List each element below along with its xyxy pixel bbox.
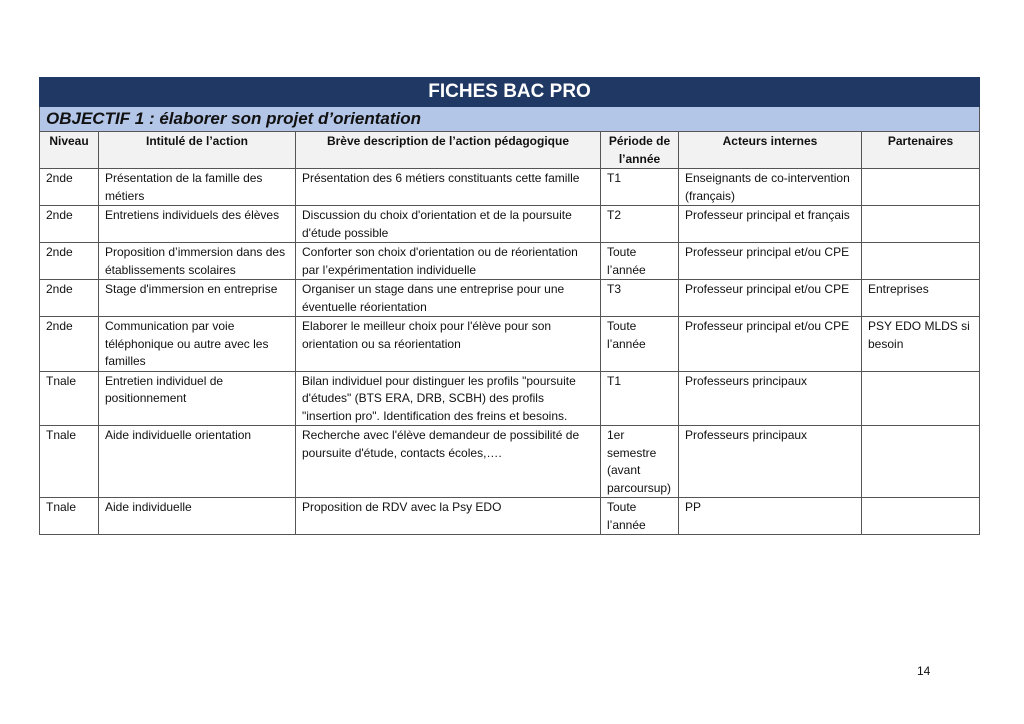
cell-partenaires — [862, 169, 980, 206]
cell-description: Présentation des 6 métiers constituants cette famille — [296, 169, 601, 206]
cell-acteurs: Professeur principal et/ou CPE — [679, 317, 862, 372]
title-row — [40, 78, 980, 107]
fiche-table-container — [39, 77, 979, 535]
header-niveau: Niveau — [40, 132, 99, 169]
cell-partenaires — [862, 498, 980, 535]
cell-niveau: 2nde — [40, 317, 99, 372]
cell-niveau: Tnale — [40, 498, 99, 535]
cell-niveau: 2nde — [40, 169, 99, 206]
table-row — [40, 498, 980, 535]
cell-niveau: 2nde — [40, 280, 99, 317]
cell-periode: T3 — [601, 280, 679, 317]
header-acteurs: Acteurs internes — [679, 132, 862, 169]
cell-acteurs: Professeur principal et français — [679, 206, 862, 243]
cell-description: Organiser un stage dans une entreprise pour une éventuelle réorientation — [296, 280, 601, 317]
header-intitule: Intitulé de l’action — [99, 132, 296, 169]
cell-niveau: 2nde — [40, 206, 99, 243]
cell-acteurs: PP — [679, 498, 862, 535]
cell-periode: T1 — [601, 371, 679, 426]
page-number: 14 — [917, 664, 931, 678]
cell-intitule: Aide individuelle orientation — [99, 426, 296, 498]
header-periode: Période de l’année — [601, 132, 679, 169]
table-row — [40, 243, 980, 280]
table-row — [40, 371, 980, 426]
cell-partenaires: Entreprises — [862, 280, 980, 317]
cell-intitule: Entretien individuel de positionnement — [99, 371, 296, 426]
cell-acteurs: Enseignants de co-intervention (français) — [679, 169, 862, 206]
cell-partenaires — [862, 371, 980, 426]
cell-partenaires — [862, 243, 980, 280]
cell-description: Bilan individuel pour distinguer les profils "poursuite d'études" (BTS ERA, DRB, SCBH) des profils "insertion pro". Identification des freins et besoins. — [296, 371, 601, 426]
cell-periode: Toute l’année — [601, 498, 679, 535]
cell-intitule: Aide individuelle — [99, 498, 296, 535]
header-partenaires: Partenaires — [862, 132, 980, 169]
cell-acteurs: Professeurs principaux — [679, 426, 862, 498]
cell-intitule: Stage d'immersion en entreprise — [99, 280, 296, 317]
cell-description: Proposition de RDV avec la Psy EDO — [296, 498, 601, 535]
cell-periode: Toute l’année — [601, 243, 679, 280]
cell-description: Recherche avec l'élève demandeur de possibilité de poursuite d'étude, contacts écoles,…. — [296, 426, 601, 498]
cell-intitule: Entretiens individuels des élèves — [99, 206, 296, 243]
cell-intitule: Proposition d’immersion dans des établissements scolaires — [99, 243, 296, 280]
cell-periode: T2 — [601, 206, 679, 243]
cell-niveau: Tnale — [40, 371, 99, 426]
header-description: Brève description de l’action pédagogique — [296, 132, 601, 169]
cell-niveau: Tnale — [40, 426, 99, 498]
document-title: FICHES BAC PRO — [40, 78, 980, 107]
cell-intitule: Présentation de la famille des métiers — [99, 169, 296, 206]
cell-intitule: Communication par voie téléphonique ou autre avec les familles — [99, 317, 296, 372]
cell-niveau: 2nde — [40, 243, 99, 280]
cell-description: Discussion du choix d'orientation et de la poursuite d'étude possible — [296, 206, 601, 243]
fiche-table — [39, 77, 980, 535]
cell-acteurs: Professeur principal et/ou CPE — [679, 280, 862, 317]
cell-partenaires: PSY EDO MLDS si besoin — [862, 317, 980, 372]
table-row — [40, 169, 980, 206]
cell-acteurs: Professeurs principaux — [679, 371, 862, 426]
cell-description: Conforter son choix d'orientation ou de réorientation par l’expérimentation individuelle — [296, 243, 601, 280]
cell-periode: T1 — [601, 169, 679, 206]
cell-acteurs: Professeur principal et/ou CPE — [679, 243, 862, 280]
cell-description: Elaborer le meilleur choix pour l'élève pour son orientation ou sa réorientation — [296, 317, 601, 372]
objective-heading: OBJECTIF 1 : élaborer son projet d’orientation — [40, 107, 980, 132]
table-row — [40, 317, 980, 372]
cell-partenaires — [862, 426, 980, 498]
objective-row — [40, 107, 980, 132]
cell-periode: 1er semestre (avant parcoursup) — [601, 426, 679, 498]
column-header-row — [40, 132, 980, 169]
cell-partenaires — [862, 206, 980, 243]
table-row — [40, 206, 980, 243]
table-row — [40, 426, 980, 498]
table-row — [40, 280, 980, 317]
cell-periode: Toute l’année — [601, 317, 679, 372]
